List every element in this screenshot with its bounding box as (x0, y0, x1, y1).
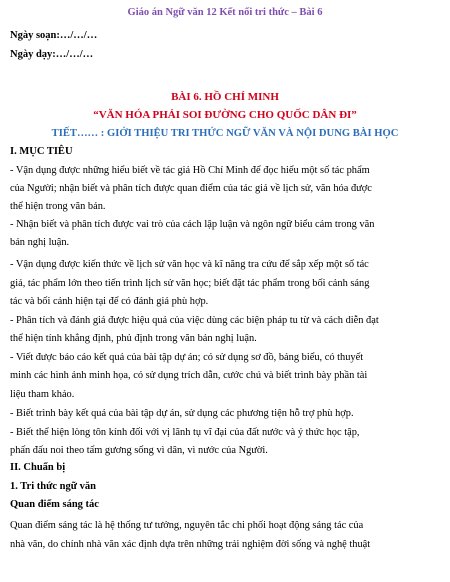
period-title: TIẾT…… : GIỚI THIỆU TRI THỨC NGỮ VĂN VÀ NỘI DUNG BÀI HỌC (51, 128, 399, 139)
objective-line: tác và bối cảnh hiện tại để có đánh giá phù hợp. (10, 296, 209, 307)
subsection-creative-view: Quan điểm sáng tác (10, 499, 99, 510)
lesson-title: BÀI 6. HỒ CHÍ MINH (171, 91, 279, 103)
objective-line: phấn đấu noi theo tấm gương sống vì dân, vì nước của Người. (10, 445, 268, 456)
objective-line: - Biết trình bày kết quả của bài tập dự án, sử dụng các phương tiện hỗ trợ phù hợp. (10, 408, 354, 419)
objective-line: thể hiện tính khẳng định, phủ định trong văn bản nghị luận. (10, 333, 257, 344)
objective-line: - Biết thể hiện lòng tôn kính đối với vị lãnh tụ vĩ đại của đất nước và ý thức học tập, (10, 427, 360, 438)
objective-line: - Viết được báo cáo kết quả của bài tập dự án; có sử dụng sơ đồ, bảng biểu, có thuyết (10, 352, 364, 363)
objective-line: - Vận dụng được kiến thức về lịch sử văn học và kĩ năng tra cứu để sắp xếp một số tác (10, 259, 369, 270)
subsection-knowledge: 1. Tri thức ngữ văn (10, 481, 97, 492)
paragraph-line: Quan điểm sáng tác là hệ thống tư tưởng, nguyên tắc chi phối hoạt động sáng tác của (10, 520, 364, 531)
date-teach: Ngày dạy:…/…/… (10, 49, 94, 60)
objective-line: giả, tác phẩm lớn theo tiến trình lịch sử văn học; biết đặt tác phẩm trong bối cảnh sáng (10, 278, 370, 289)
section-objectives: I. MỤC TIÊU (10, 146, 73, 157)
section-preparation: II. Chuẩn bị (10, 462, 66, 473)
objective-line: bản nghị luận. (10, 237, 70, 248)
objective-line: của Người; nhận biết và phân tích được quan điểm của tác giả về lịch sử, văn hóa được (10, 183, 372, 194)
objective-line: liệu tham khảo. (10, 389, 75, 400)
lesson-quote: “VĂN HÓA PHẢI SOI ĐƯỜNG CHO QUỐC DÂN ĐI” (93, 109, 357, 121)
paragraph-line: nhà văn, do chính nhà văn xác định dựa trên những trải nghiệm đời sống và nghệ thuật (10, 539, 371, 550)
objective-line: thể hiện trong văn bản. (10, 201, 106, 212)
objective-line: - Phân tích và đánh giá được hiệu quả của việc dùng các biện pháp tu từ và cách diễn đạt (10, 315, 379, 326)
objective-line: - Vận dụng được những hiểu biết về tác giả Hồ Chí Minh để đọc hiểu một số tác phẩm (10, 165, 370, 176)
date-prepare: Ngày soạn:…/…/… (10, 30, 98, 41)
objective-line: minh các hình ảnh minh họa, có sử dụng trích dẫn, cước chú và biết trình bày phần tài (10, 370, 368, 381)
objective-line: - Nhận biết và phân tích được vai trò của cách lập luận và ngôn ngữ biểu cảm trong văn (10, 219, 375, 230)
document-header: Giáo án Ngữ văn 12 Kết nối tri thức – Bài 6 (127, 7, 323, 18)
